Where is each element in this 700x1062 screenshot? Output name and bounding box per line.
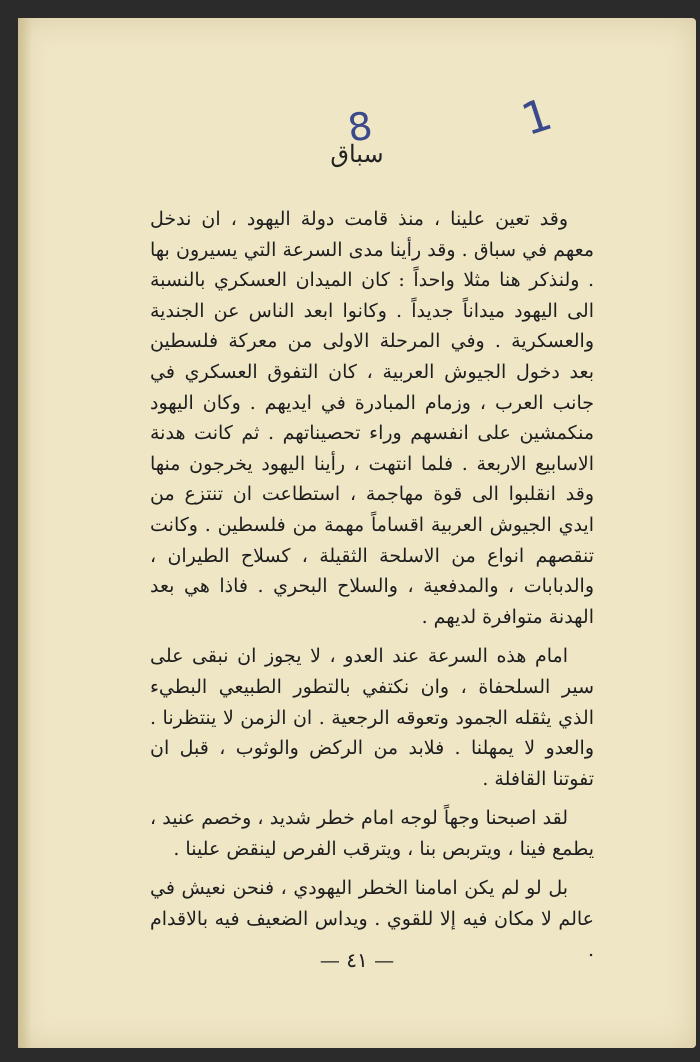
body-text — [150, 204, 594, 965]
book-page — [18, 18, 696, 1048]
page-binding-shadow — [18, 18, 32, 1048]
handwritten-annotation-left: 8 — [345, 103, 376, 151]
paragraph-2: امام هذه السرعة عند العدو ، لا يجوز ان نبقى على سير السلحفاة ، وان نكتفي بالتطور الطبيعي البطيء الذي يثقله الجمود وتعوقه الرجعية . ان الزمن لا ينتظرنا . والعدو لا يمهلنا . فلابد من الركض والوثوب ، قبل ان تفوتنا القافلة . — [150, 645, 594, 790]
handwritten-annotation-right: 1 — [515, 88, 559, 147]
paragraph-3: لقد اصبحنا وجهاً لوجه امام خطر شديد ، وخصم عنيد ، يطمع فينا ، ويتربص بنا ، ويترقب الفرص لينقض علينا . — [150, 807, 594, 860]
paragraph-1: وقد تعين علينا ، منذ قامت دولة اليهود ، ان ندخل معهم في سباق . وقد رأينا مدى السرعة التي يسيرون بها . ولنذكر هنا مثلا واحداً : كان الميدان العسكري بالنسبة الى اليهود ميداناً جديداً . وكانوا ابعد الناس عن الجندية والعسكرية . وفي المرحلة الاولى من معركة فلسطين بعد دخول الجيوش العربية ، كان التفوق العسكري في جانب العرب ، وزمام المبادرة في ايديهم . وكان اليهود منكمشين على انفسهم وراء تحصيناتهم . ثم كانت هدنة الاسابيع الاربعة . فلما انتهت ، رأينا اليهود يخرجون منها وقد انقلبوا الى قوة مهاجمة ، استطاعت ان تنتزع من ايدي الجيوش العربية اقساماً مهمة من فلسطين . وكانت تنقصهم انواع من الاسلحة الثقيلة ، كسلاح الطيران ، والدبابات ، والمدفعية ، والسلاح البحري . فاذا هي بعد الهدنة متوافرة لديهم . — [150, 208, 594, 628]
paragraph-4: بل لو لم يكن امامنا الخطر اليهودي ، فنحن نعيش في عالم لا مكان فيه إلا للقوي . ويداس الضعيف فيه بالاقدام . — [150, 877, 594, 961]
page-number: — ٤١ — — [319, 948, 395, 972]
page-title: سباق — [330, 140, 384, 168]
